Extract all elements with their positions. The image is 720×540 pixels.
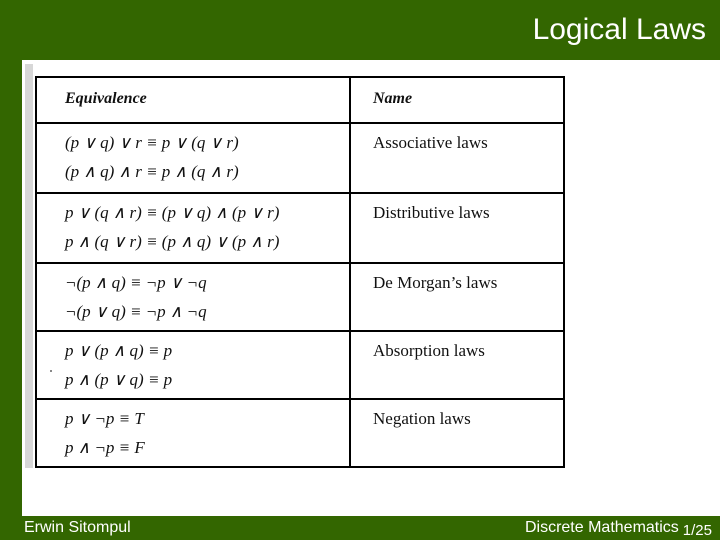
footer-course-info bbox=[525, 518, 712, 538]
equivalence-line-1: p ∨ (q ∧ r) ≡ (p ∨ q) ∧ (p ∨ r) bbox=[65, 203, 280, 222]
slide-title: Logical Laws bbox=[532, 13, 706, 46]
equivalence-cell bbox=[65, 404, 145, 462]
equivalence-cell bbox=[65, 128, 239, 186]
table-row bbox=[37, 122, 563, 192]
page-number: 1/25 bbox=[682, 522, 712, 539]
law-name: Absorption laws bbox=[373, 341, 485, 360]
equivalence-line-2: ¬(p ∨ q) ≡ ¬p ∧ ¬q bbox=[65, 302, 207, 321]
footer-author: Erwin Sitompul bbox=[24, 519, 131, 536]
header-equivalence: Equivalence bbox=[65, 90, 147, 107]
equivalence-line-1: (p ∨ q) ∨ r ≡ p ∨ (q ∨ r) bbox=[65, 133, 239, 152]
table-row bbox=[37, 192, 563, 262]
equivalence-cell bbox=[65, 336, 172, 394]
scan-speck bbox=[50, 370, 52, 372]
equivalence-line-1: ¬(p ∧ q) ≡ ¬p ∨ ¬q bbox=[65, 273, 207, 292]
equivalence-cell bbox=[65, 268, 207, 326]
equivalence-line-2: p ∧ (q ∨ r) ≡ (p ∧ q) ∨ (p ∧ r) bbox=[65, 232, 280, 251]
footer-course: Discrete Mathematics bbox=[524, 519, 679, 536]
logical-laws-table bbox=[35, 76, 565, 468]
equivalence-cell bbox=[65, 198, 279, 256]
left-accent-bar bbox=[0, 60, 22, 516]
header-name: Name bbox=[373, 90, 413, 107]
table-row bbox=[37, 330, 563, 398]
law-name: Distributive laws bbox=[373, 203, 490, 222]
table-row bbox=[37, 398, 563, 468]
equivalence-line-2: (p ∧ q) ∧ r ≡ p ∧ (q ∧ r) bbox=[65, 162, 239, 181]
table-row bbox=[37, 262, 563, 330]
law-name: Negation laws bbox=[373, 409, 471, 428]
table-header-row bbox=[37, 78, 563, 122]
law-name: De Morgan’s laws bbox=[373, 273, 498, 292]
equivalence-line-2: p ∧ (p ∨ q) ≡ p bbox=[65, 370, 173, 389]
equivalence-line-1: p ∨ (p ∧ q) ≡ p bbox=[65, 341, 173, 360]
law-name: Associative laws bbox=[373, 133, 488, 152]
equivalence-line-1: p ∨ ¬p ≡ T bbox=[65, 409, 144, 428]
title-bar bbox=[0, 0, 720, 60]
equivalence-line-2: p ∧ ¬p ≡ F bbox=[65, 438, 145, 457]
